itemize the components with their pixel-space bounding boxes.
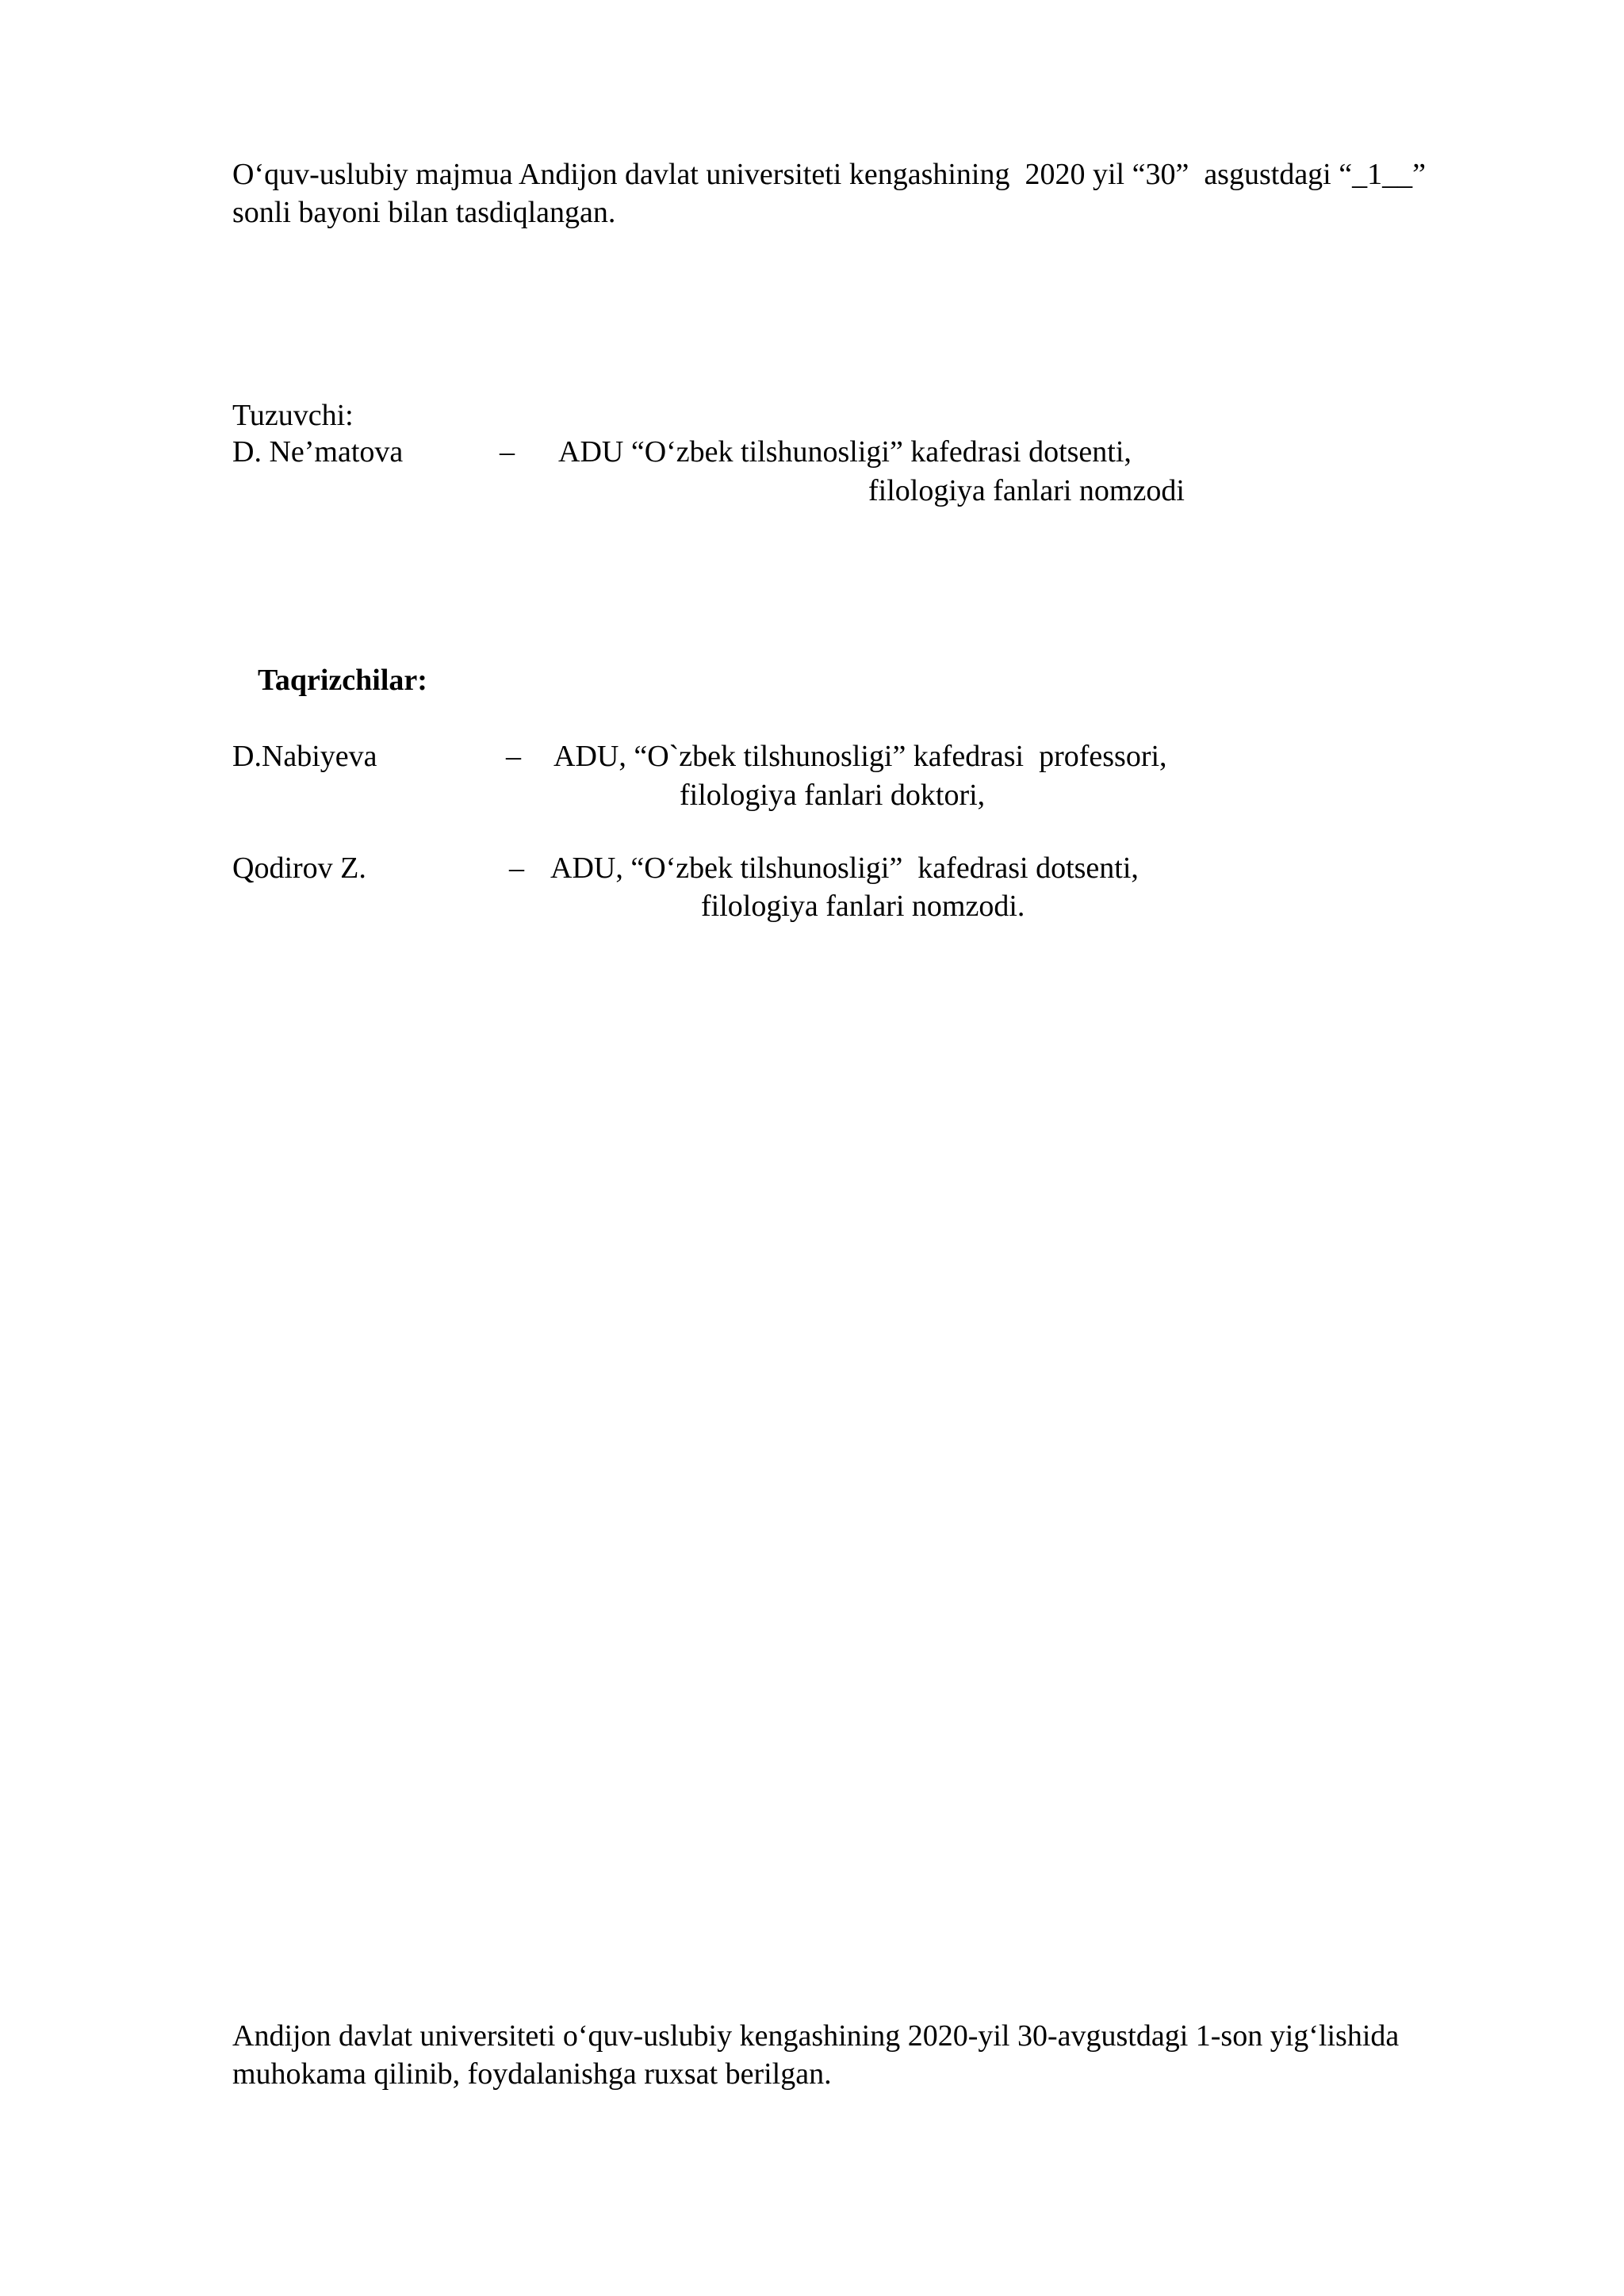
reviewer-2-dash: –: [509, 851, 524, 885]
compiler-heading: Tuzuvchi:: [232, 399, 354, 432]
reviewer-2-position: ADU, “O‘zbek tilshunosligi” kafedrasi dotsenti,: [550, 851, 1139, 885]
approval-line-1: O‘quv-uslubiy majmua Andijon davlat universiteti kengashining 2020 yil “30” asgustdagi “_1__”: [232, 158, 1426, 191]
footer-line-1: Andijon davlat universiteti o‘quv-uslubiy kengashining 2020-yil 30-avgustdagi 1-son yig‘lishida: [232, 2019, 1400, 2053]
compiler-name: D. Ne’matova: [232, 435, 404, 469]
footer-line-2: muhokama qilinib, foydalanishga ruxsat berilgan.: [232, 2057, 832, 2091]
reviewer-2-name: Qodirov Z.: [232, 851, 366, 885]
reviewers-heading: Taqrizchilar:: [258, 664, 427, 697]
compiler-position: ADU “O‘zbek tilshunosligi” kafedrasi dotsenti,: [558, 435, 1132, 469]
reviewer-1-dash: –: [506, 740, 521, 773]
compiler-degree: filologiya fanlari nomzodi: [868, 474, 1185, 507]
reviewer-1-position: ADU, “O`zbek tilshunosligi” kafedrasi professori,: [553, 740, 1167, 773]
compiler-dash: –: [500, 435, 515, 469]
reviewer-1-name: D.Nabiyeva: [232, 740, 377, 773]
approval-line-2: sonli bayoni bilan tasdiqlangan.: [232, 196, 616, 229]
reviewer-1-degree: filologiya fanlari doktori,: [680, 779, 986, 812]
reviewer-2-degree: filologiya fanlari nomzodi.: [701, 890, 1025, 923]
